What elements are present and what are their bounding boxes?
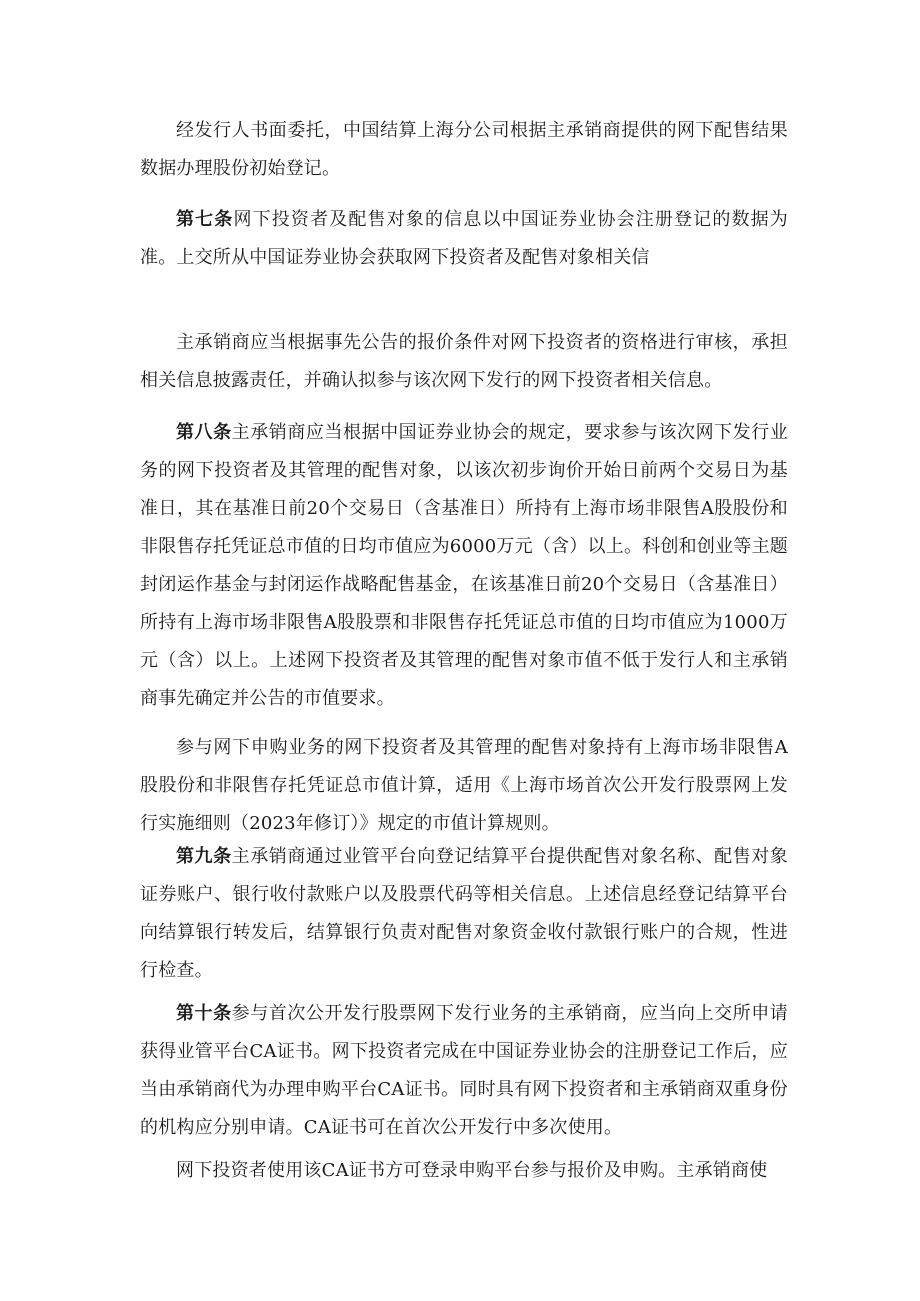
paragraph-ca-usage xyxy=(140,1152,788,1190)
paragraph-text: 网下投资者及配售对象的信息以中国证券业协会注册登记的数据为准。上交所从中国证券业协会获取网下投资者及配售对象相关信 xyxy=(140,209,788,268)
paragraph-text: 参与网下申购业务的网下投资者及其管理的配售对象持有上海市场非限售A股股份和非限售存托凭证总市值计算，适用《上海市场首次公开发行股票网上发行实施细则（2023年修订）》规定的市值计算规则。 xyxy=(140,737,788,834)
article-number: 第八条 xyxy=(176,422,232,443)
paragraph-article-8 xyxy=(140,414,788,718)
paragraph-text: 经发行人书面委托，中国结算上海分公司根据主承销商提供的网下配售结果数据办理股份初始登记。 xyxy=(140,120,788,179)
paragraph-article-9 xyxy=(140,838,788,990)
article-number: 第七条 xyxy=(176,209,234,230)
paragraph-text: 主承销商应当根据中国证券业协会的规定，要求参与该次网下发行业务的网下投资者及其管理的配售对象，以该次初步询价开始日前两个交易日为基准日，其在基准日前20个交易日（含基准日）所持有上海市场非限售A股股份和非限售存托凭证总市值的日均市值应为6000万元（含）以上。科创和创业等主题封闭运作基金与封闭运作战略配售基金，在该基准日前20个交易日（含基准日）所持有上海市场非限售A股股票和非限售存托凭证总市值的日均市值应为1000万元（含）以上。上述网下投资者及其管理的配售对象市值不低于发行人和主承销商事先确定并公告的市值要求。 xyxy=(140,422,788,709)
paragraph-article-10 xyxy=(140,995,788,1147)
paragraph-text: 参与首次公开发行股票网下发行业务的主承销商，应当向上交所申请获得业管平台CA证书。网下投资者完成在中国证券业协会的注册登记工作后，应当由承销商代为办理申购平台CA证书。同时具有网下投资者和主承销商双重身份的机构应分别申请。CA证书可在首次公开发行中多次使用。 xyxy=(140,1003,788,1138)
paragraph-registration xyxy=(140,112,788,188)
paragraph-text: 主承销商应当根据事先公告的报价条件对网下投资者的资格进行审核，承担相关信息披露责任，并确认拟参与该次网下发行的网下投资者相关信息。 xyxy=(140,332,788,391)
article-number: 第九条 xyxy=(176,846,232,867)
paragraph-qualification-review xyxy=(140,324,788,400)
paragraph-market-value-calc xyxy=(140,729,788,843)
article-number: 第十条 xyxy=(176,1003,232,1024)
paragraph-text: 网下投资者使用该CA证书方可登录申购平台参与报价及申购。主承销商使 xyxy=(176,1160,768,1181)
paragraph-text: 主承销商通过业管平台向登记结算平台提供配售对象名称、配售对象证券账户、银行收付款账户以及股票代码等相关信息。上述信息经登记结算平台向结算银行转发后，结算银行负责对配售对象资金收付款银行账户的合规，性进行检查。 xyxy=(140,846,788,981)
paragraph-article-7 xyxy=(140,201,788,277)
